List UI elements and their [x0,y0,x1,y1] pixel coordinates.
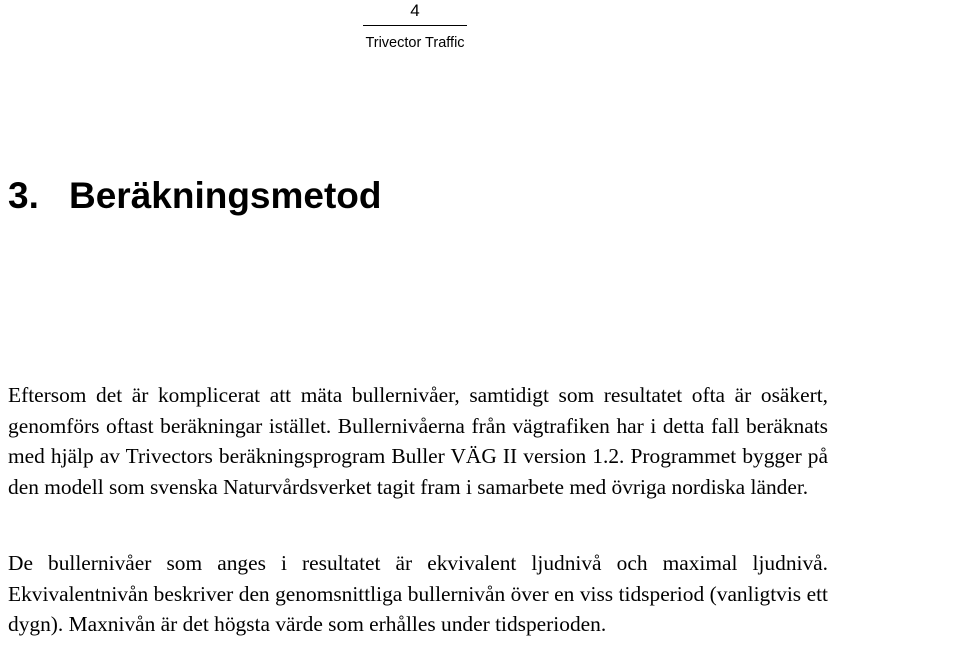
section-heading [8,172,382,220]
section-title: Beräkningsmetod [69,175,382,216]
header-title: Trivector Traffic [365,35,465,51]
paragraph-noise-levels: De bullernivåer som anges i resultatet är ekvivalent ljudnivå och maximal ljudnivå. Ekvivalentnivån beskriver den genomsnittliga bullernivån över en viss tidsperiod (vanligtvis ett dygn). Maxnivån är det högsta värde som erhålles under tidsperioden. [8,551,828,636]
header-rule [363,25,467,26]
page-number: 4 [410,1,420,20]
section-number: 3. [8,175,39,216]
paragraph-calculation-method: Eftersom det är komplicerat att mäta bullernivåer, samtidigt som resultatet ofta är osäkert, genomförs oftast beräkningar istället. Bullernivåerna från vägtrafiken har i detta fall beräknats med hjälp av Trivectors beräkningsprogram Buller VÄG II version 1.2. Programmet bygger på den modell som svenska Naturvårdsverket tagit fram i samarbete med övriga nordiska länder. [8,383,828,499]
